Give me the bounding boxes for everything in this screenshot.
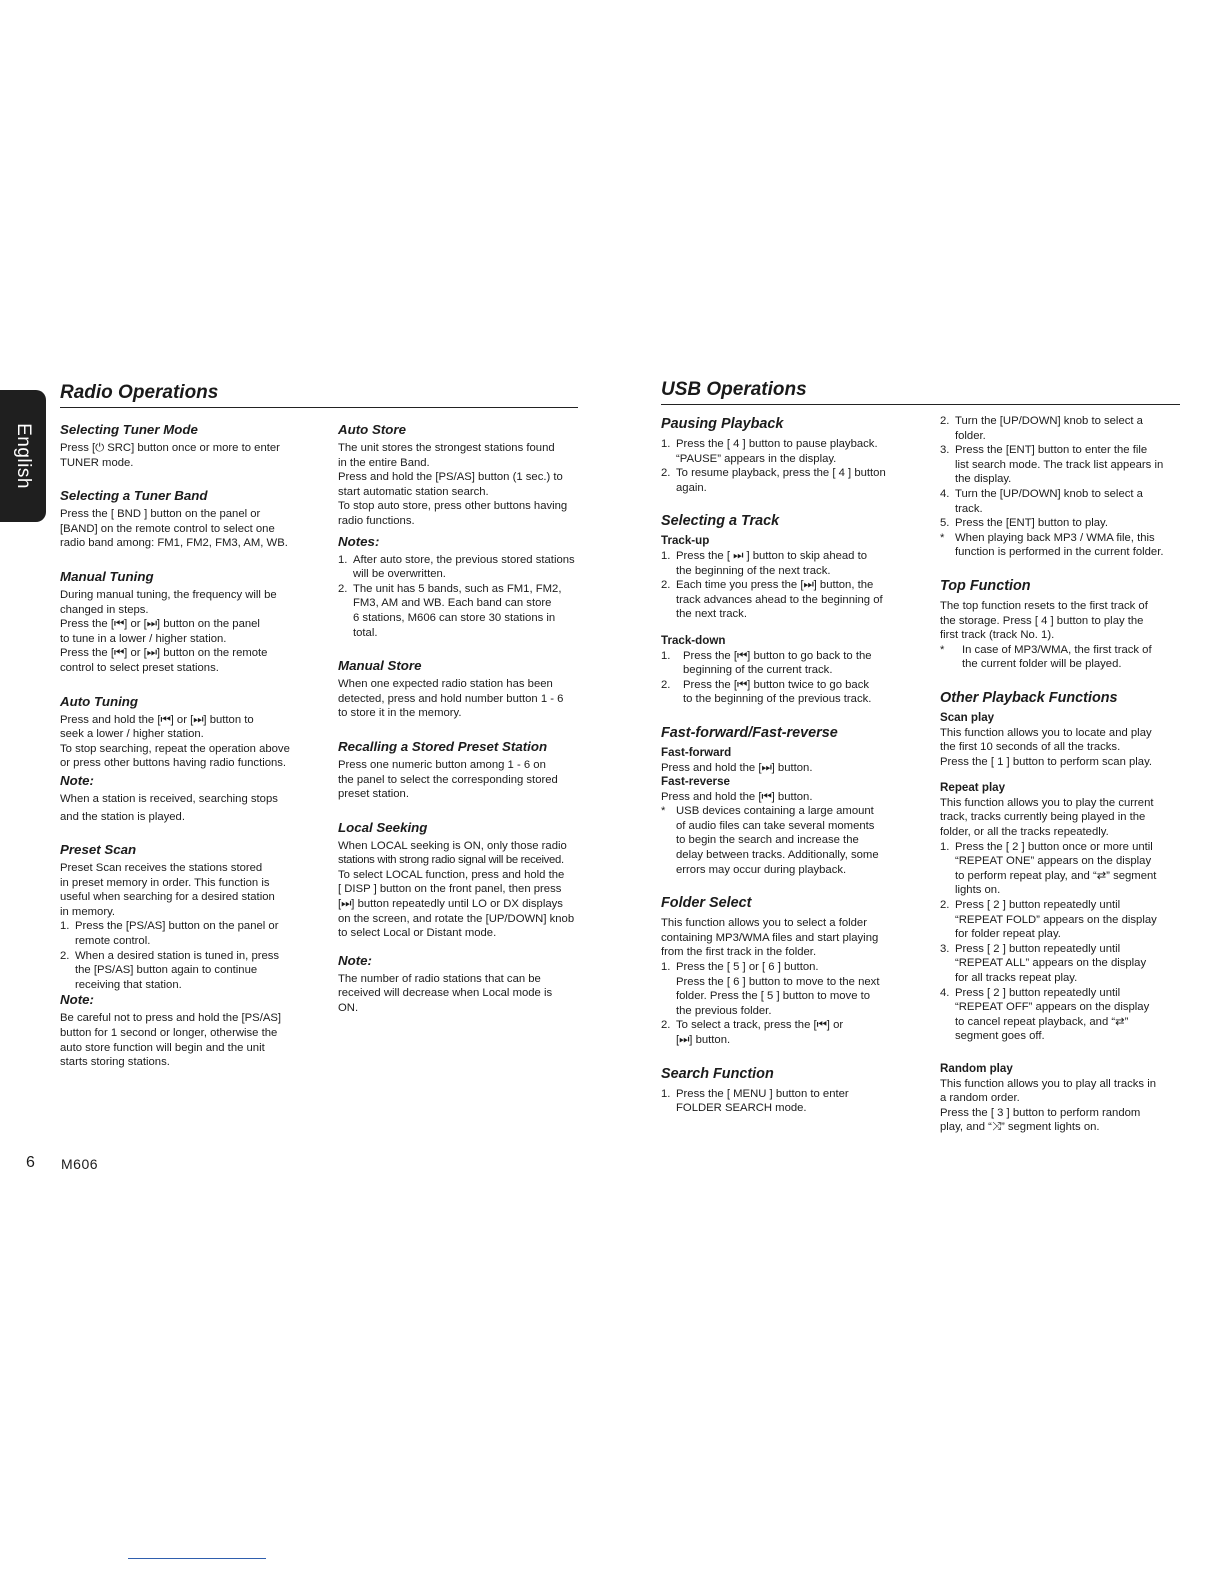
recalling-text [338, 758, 582, 802]
text-line: the next track. [676, 608, 747, 621]
text-line: for folder repeat play. [955, 928, 1061, 941]
list-item [661, 1087, 907, 1116]
text-line: Press the [ MENU ] button to enter [676, 1087, 849, 1100]
item-number: 1. [661, 649, 671, 662]
text-line: Press and hold the [⏮] or [⏭] button to [60, 713, 254, 726]
text-line: track. [955, 502, 983, 515]
text-line: 6 stations, M606 can store 30 stations in [353, 611, 556, 624]
fast-reverse-text: Press and hold the [⏮] button. [661, 790, 813, 803]
item-number: 3. [940, 942, 950, 955]
text-line: delay between tracks. Additionally, some [676, 849, 879, 862]
list-item [661, 466, 907, 495]
text-line: To select a track, press the [⏮] or [676, 1019, 844, 1032]
text-line: beginning of the current track. [683, 664, 833, 677]
usb-column-2 [940, 414, 1184, 1135]
track-up-steps [661, 549, 907, 622]
text-line: “REPEAT ALL” appears on the display [955, 957, 1147, 970]
model-name: M606 [61, 1156, 99, 1172]
auto-tuning-text [60, 713, 302, 771]
repeat-play-text [940, 796, 1184, 840]
text-line: Press and hold the [PS/AS] button (1 sec.) to [338, 471, 563, 484]
text-line: the [PS/AS] button again to continue [75, 964, 258, 977]
top-function-bullet [940, 643, 1184, 672]
folder-select-heading: Folder Select [661, 895, 752, 912]
text-line: [BAND] on the remote control to select one [60, 522, 275, 535]
text-line: Press the [ENT] button to enter the file [955, 444, 1148, 457]
list-item [661, 437, 907, 466]
folder-select-text [661, 916, 907, 960]
auto-tuning-note-text [60, 792, 302, 824]
item-number: 2. [661, 1019, 671, 1032]
text-line: Turn the [UP/DOWN] knob to select a [955, 487, 1143, 500]
auto-store-text [338, 441, 582, 529]
text-line: Press the [⏮] or [⏭] button on the panel [60, 618, 260, 631]
repeat-play-label: Repeat play [940, 781, 1006, 795]
text-line: Press the [ 2 ] button once or more until [955, 840, 1153, 853]
selecting-tuner-band-text [60, 507, 302, 551]
text-line: Press the [ 6 ] button to move to the next [676, 975, 880, 988]
language-tab [0, 390, 46, 522]
item-number: 3. [940, 444, 950, 457]
text-line: received will decrease when Local mode is [338, 987, 553, 1000]
text-line: segment goes off. [955, 1030, 1045, 1043]
selecting-tuner-mode-text [60, 441, 302, 470]
list-item [338, 553, 582, 582]
list-item [338, 582, 582, 640]
text-line: Press the [⏮] or [⏭] button on the remote [60, 647, 268, 660]
bullet-mark: * [661, 805, 666, 818]
text-line: To stop auto store, press other buttons having [338, 500, 568, 513]
list-item [940, 840, 1184, 898]
search-continued-steps [940, 414, 1184, 560]
text-line: FM3, AM and WB. Each band can store [353, 597, 552, 610]
text-line: preset station. [338, 788, 409, 801]
text-line: When a desired station is tuned in, press [75, 949, 280, 962]
ff-bullet [661, 804, 907, 877]
top-function-heading: Top Function [940, 577, 1031, 594]
list-item [661, 678, 907, 707]
text-line: in the entire Band. [338, 456, 430, 469]
text-line: ON. [338, 1002, 359, 1015]
text-line: starts storing stations. [60, 1056, 170, 1069]
text-line: Press the [⏮] button to go back to the [683, 649, 872, 662]
text-line: When playing back MP3 / WMA file, this [955, 531, 1155, 544]
pausing-heading: Pausing Playback [661, 416, 784, 432]
item-number: 1. [60, 920, 70, 933]
text-line: first track (track No. 1). [940, 629, 1055, 642]
text-line: a random order. [940, 1092, 1020, 1105]
item-number: 1. [338, 553, 348, 566]
text-line: list search mode. The track list appears in [955, 458, 1164, 471]
text-line: To stop searching, repeat the operation above [60, 742, 290, 755]
text-line: the first 10 seconds of all the tracks. [940, 741, 1121, 754]
preset-scan-steps [60, 919, 302, 992]
text-line: This function allows you to locate and play [940, 726, 1152, 739]
text-line: to cancel repeat playback, and “⇄” [955, 1015, 1129, 1028]
manual-store-text [338, 677, 582, 721]
radio-column-2 [338, 422, 582, 1016]
text-line: the current folder will be played. [962, 658, 1122, 671]
fast-reverse-label: Fast-reverse [661, 775, 730, 789]
text-line: containing MP3/WMA files and start playing [661, 931, 879, 944]
repeat-play-steps [940, 840, 1184, 1044]
preset-scan-note-text [60, 1011, 302, 1069]
item-number: 1. [940, 840, 950, 853]
list-item [661, 1018, 907, 1047]
local-seeking-text [338, 839, 582, 941]
selecting-track-heading: Selecting a Track [661, 513, 780, 530]
text-line: FOLDER SEARCH mode. [676, 1102, 807, 1115]
text-line: During manual tuning, the frequency will be [60, 588, 277, 601]
text-line: of audio files can take several moments [676, 819, 875, 832]
list-item [940, 986, 1184, 1044]
manual-tuning-heading: Manual Tuning [60, 568, 154, 584]
preset-scan-note-heading: Note: [60, 992, 94, 1008]
text-line: to select Local or Distant mode. [338, 927, 497, 940]
item-number: 2. [338, 582, 348, 595]
text-line: When LOCAL seeking is ON, only those radio [338, 839, 567, 852]
list-item [940, 898, 1184, 942]
text-line: “REPEAT ONE” appears on the display [955, 855, 1152, 868]
text-line: will be overwritten. [353, 568, 446, 581]
text-line: Each time you press the [⏭] button, the [676, 579, 874, 592]
auto-tuning-heading: Auto Tuning [60, 693, 139, 709]
text-line: Preset Scan receives the stations stored [60, 862, 263, 875]
text-line: folder, or all the tracks repeatedly. [940, 826, 1109, 839]
top-function-text [940, 599, 1184, 643]
preset-scan-text [60, 861, 302, 919]
item-number: * [940, 531, 945, 544]
text-line: to tune in a lower / higher station. [60, 632, 227, 645]
list-item [940, 414, 1184, 443]
text-line: Press [ 2 ] button repeatedly until [955, 899, 1121, 912]
list-item [940, 942, 1184, 986]
text-line: to store it in the memory. [338, 707, 462, 720]
text-line: “PAUSE” appears in the display. [676, 452, 837, 465]
track-up-label: Track-up [661, 534, 710, 548]
text-line: the previous folder. [676, 1004, 772, 1017]
item-number: 5. [940, 517, 950, 530]
text-line: “REPEAT FOLD” appears on the display [955, 913, 1157, 926]
random-play-label: Random play [940, 1061, 1013, 1075]
list-item [940, 516, 1184, 531]
text-line: in preset memory in order. This function is [60, 876, 270, 889]
text-line: useful when searching for a desired station [60, 891, 275, 904]
text-line: to the beginning of the previous track. [683, 693, 872, 706]
text-line: Press the [⏮] button twice to go back [683, 678, 869, 691]
text-line: Press [ 2 ] button repeatedly until [955, 986, 1121, 999]
item-number: 2. [661, 467, 671, 480]
text-line: This function allows you to select a folder [661, 917, 867, 930]
radio-column-1 [60, 422, 302, 1070]
text-line: to begin the search and increase the [676, 834, 859, 847]
ff-fr-heading: Fast-forward/Fast-reverse [661, 724, 838, 741]
item-number: 4. [940, 986, 950, 999]
item-number: 2. [60, 949, 70, 962]
auto-store-notes-heading: Notes: [338, 533, 380, 549]
radio-section-title: Radio Operations [60, 382, 578, 408]
text-line: To resume playback, press the [ 4 ] button [676, 467, 886, 480]
text-line: folder. Press the [ 5 ] button to move to [676, 990, 871, 1003]
scan-play-text [940, 726, 1184, 770]
text-line: In case of MP3/WMA, the first track of [962, 643, 1152, 656]
recalling-heading: Recalling a Stored Preset Station [338, 738, 548, 754]
text-line: errors may occur during playback. [676, 863, 847, 876]
item-number: 1. [661, 438, 671, 450]
text-line: seek a lower / higher station. [60, 728, 204, 741]
list-item [661, 549, 907, 578]
selecting-tuner-mode-heading: Selecting Tuner Mode [60, 422, 198, 437]
text-line: radio band among: FM1, FM2, FM3, AM, WB. [60, 537, 288, 550]
text-line: or press other buttons having radio functions. [60, 757, 287, 770]
text-line: Press the [ BND ] button on the panel or [60, 508, 261, 521]
text-line: start automatic station search. [338, 485, 489, 498]
list-item [661, 960, 907, 1018]
auto-store-heading: Auto Store [338, 422, 406, 437]
bullet-mark: * [940, 643, 945, 656]
text-line: After auto store, the previous stored stations [353, 553, 575, 566]
search-function-heading: Search Function [661, 1065, 774, 1082]
item-number: 2. [940, 415, 950, 427]
text-line: Press the [ 4 ] button to pause playback. [676, 438, 878, 450]
preset-scan-heading: Preset Scan [60, 842, 137, 858]
text-line: and the station is played. [60, 810, 185, 823]
item-number: 2. [661, 579, 671, 592]
text-line: Press the [PS/AS] button on the panel or [75, 920, 279, 933]
selecting-tuner-band-heading: Selecting a Tuner Band [60, 488, 208, 504]
item-number: 4. [940, 487, 950, 500]
text-line: on the screen, and rotate the [UP/DOWN] knob [338, 912, 575, 925]
text-line: Turn the [UP/DOWN] knob to select a [955, 415, 1143, 427]
language-tab-label: English [13, 423, 34, 489]
list-item [60, 919, 302, 948]
text-line: the beginning of the next track. [676, 564, 831, 577]
random-play-text [940, 1077, 1184, 1135]
text-line: folder. [955, 429, 986, 442]
text-line: “REPEAT OFF” appears on the display [955, 1001, 1150, 1014]
text-line: in memory. [60, 905, 116, 918]
text-line: stations with strong radio signal will be received. [338, 854, 564, 867]
list-item [940, 443, 1184, 487]
text-line: track, tracks currently being played in the [940, 811, 1146, 824]
list-item [940, 643, 1184, 672]
local-seeking-note-text [338, 972, 582, 1016]
text-line: again. [676, 481, 707, 494]
text-line: Be careful not to press and hold the [PS/AS] [60, 1012, 282, 1025]
text-line: radio functions. [338, 514, 415, 527]
pausing-steps [661, 437, 907, 495]
text-line: When a station is received, searching stops [60, 792, 278, 805]
manual-store-heading: Manual Store [338, 658, 422, 674]
text-line: remote control. [75, 935, 151, 948]
text-line: USB devices containing a large amount [676, 805, 874, 818]
text-line: the panel to select the corresponding stored [338, 773, 558, 786]
other-playback-heading: Other Playback Functions [940, 689, 1118, 706]
list-item [661, 649, 907, 678]
list-item [60, 949, 302, 993]
text-line: Press the [ ⏭ ] button to skip ahead to [676, 549, 868, 562]
item-number: 2. [940, 899, 950, 912]
text-line: This function allows you to play the current [940, 796, 1154, 809]
text-line: detected, press and hold number button 1 - 6 [338, 692, 564, 705]
item-number: 1. [661, 1087, 671, 1100]
text-line: changed in steps. [60, 603, 149, 616]
text-line: Press the [ENT] button to play. [955, 517, 1108, 530]
text-line: function is performed in the current folder. [955, 546, 1164, 559]
text-line: play, and “⤨” segment lights on. [940, 1121, 1100, 1134]
list-item [940, 531, 1184, 560]
local-seeking-heading: Local Seeking [338, 819, 428, 835]
auto-store-notes [338, 553, 582, 641]
text-line: Press [ 2 ] button repeatedly until [955, 942, 1121, 955]
text-line: Press one numeric button among 1 - 6 on [338, 758, 546, 771]
text-line: The unit stores the strongest stations found [338, 442, 555, 454]
text-line: [⏭] button repeatedly until LO or DX displays [338, 898, 563, 911]
text-line: for all tracks repeat play. [955, 972, 1078, 984]
track-down-steps [661, 649, 907, 707]
text-line: Press the [ 1 ] button to perform scan play. [940, 755, 1153, 768]
text-line: the storage. Press [ 4 ] button to play the [940, 614, 1144, 627]
item-number: 1. [661, 961, 671, 974]
text-line: auto store function will begin and the unit [60, 1041, 265, 1054]
folder-select-steps [661, 960, 907, 1048]
text-line: to perform repeat play, and “⇄” segment [955, 869, 1157, 882]
text-line: TUNER mode. [60, 456, 134, 469]
page-number: 6 [26, 1154, 35, 1171]
text-line: Press the [ 5 ] or [ 6 ] button. [676, 961, 819, 974]
text-line: The top function resets to the first track of [940, 599, 1148, 612]
text-line: button for 1 second or longer, otherwise the [60, 1027, 278, 1040]
text-line: The unit has 5 bands, such as FM1, FM2, [353, 582, 562, 595]
usb-column-1 [661, 416, 907, 1116]
text-line: Press the [ 3 ] button to perform random [940, 1106, 1141, 1119]
fast-forward-label: Fast-forward [661, 745, 732, 759]
text-line: The number of radio stations that can be [338, 972, 541, 985]
text-line: from the first track in the folder. [661, 946, 817, 959]
text-line: When one expected radio station has been [338, 678, 553, 691]
text-line: This function allows you to play all tracks in [940, 1077, 1156, 1090]
item-number: 1. [661, 549, 671, 562]
scan-play-label: Scan play [940, 710, 995, 724]
list-item [661, 804, 907, 877]
text-line: To select LOCAL function, press and hold the [338, 868, 565, 881]
item-number: 2. [661, 678, 671, 691]
fast-forward-text: Press and hold the [⏭] button. [661, 761, 813, 774]
text-line: control to select preset stations. [60, 661, 219, 674]
list-item [940, 487, 1184, 516]
manual-tuning-text [60, 588, 302, 676]
search-function-steps [661, 1087, 907, 1116]
text-line: [ DISP ] button on the front panel, then press [338, 883, 562, 896]
text-line: the display. [955, 473, 1012, 486]
text-line: lights on. [955, 884, 1001, 897]
text-line: receiving that station. [75, 978, 182, 991]
text-line: [⏭] button. [676, 1034, 731, 1046]
list-item [661, 578, 907, 622]
text-line: track advances ahead to the beginning of [676, 593, 883, 606]
bottom-divider [128, 1558, 266, 1559]
usb-section-title: USB Operations [661, 379, 1180, 405]
auto-tuning-note-heading: Note: [60, 772, 94, 788]
track-down-label: Track-down [661, 633, 726, 647]
text-line: total. [353, 626, 378, 639]
local-seeking-note-heading: Note: [338, 952, 372, 968]
text-line: Press [⏻ SRC] button once or more to enter [60, 442, 280, 454]
